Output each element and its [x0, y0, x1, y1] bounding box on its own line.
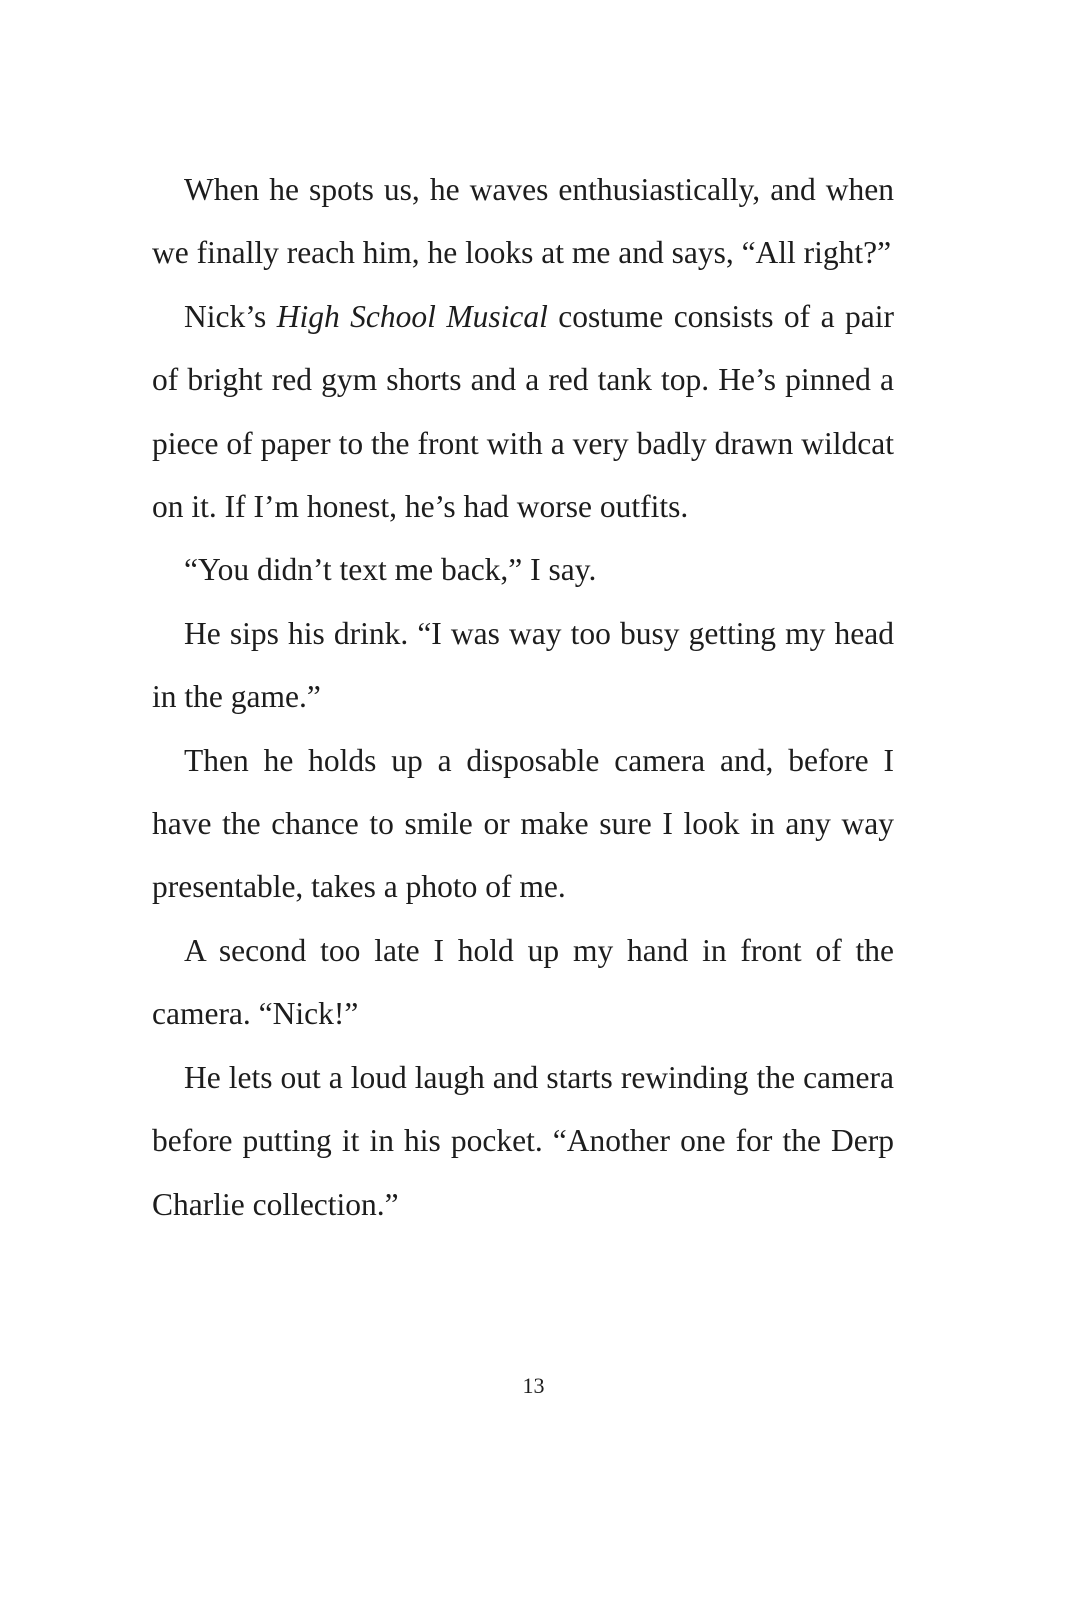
paragraph: He lets out a loud laugh and starts rewinding the camera before putting it in his pocket. “Another one for the Derp Charlie collection.”	[152, 1059, 894, 1222]
body-text	[152, 158, 894, 1236]
paragraph: He sips his drink. “I was way too busy getting my head in the game.”	[152, 615, 894, 715]
paragraph: “You didn’t text me back,” I say.	[184, 552, 597, 588]
paragraph: Then he holds up a disposable camera and, before I have the chance to smile or make sure I look in any way presentable, takes a photo of me.	[152, 742, 894, 905]
paragraph: A second too late I hold up my hand in front of the camera. “Nick!”	[152, 932, 894, 1032]
text-run: costume consists of a pair of bright red gym shorts and a red tank top. He’s pinned a piece of paper to the front with a very badly drawn wildcat on it. If I’m honest, he’s had worse outfits.	[152, 298, 895, 525]
page-number: 13	[522, 1373, 545, 1398]
paragraph	[152, 285, 894, 539]
text-run: Nick’s	[184, 298, 277, 334]
paragraph: When he spots us, he waves enthusiastically, and when we finally reach him, he looks at me and says, “All right?”	[152, 172, 894, 271]
italic-title: High School Musical	[276, 298, 548, 334]
